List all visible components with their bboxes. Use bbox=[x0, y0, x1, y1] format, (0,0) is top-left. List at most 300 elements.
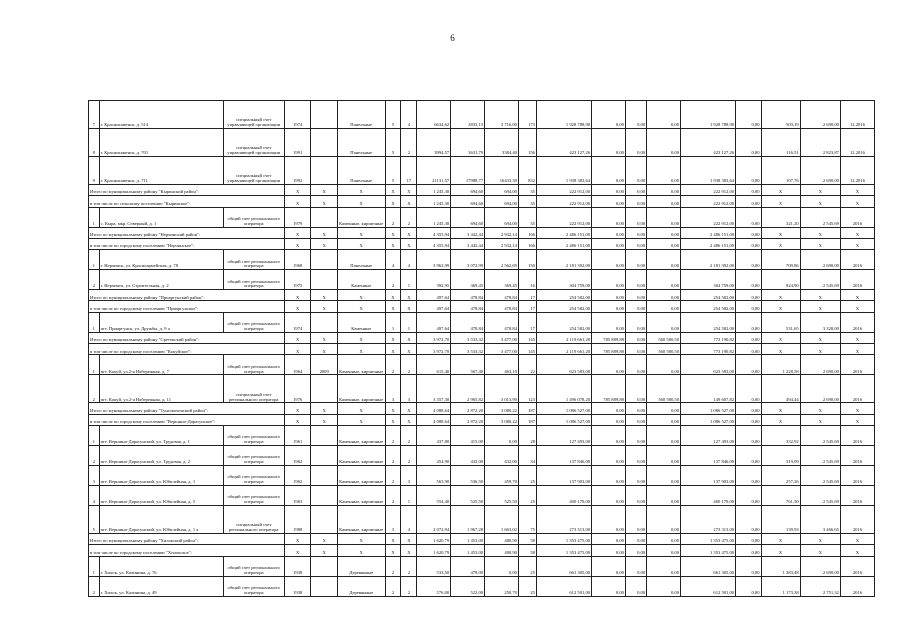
not-applicable-mark: X bbox=[800, 290, 840, 301]
value-res: 35 bbox=[518, 196, 536, 207]
value-a3: 478,84 bbox=[485, 301, 519, 312]
value-a2: 2 965,82 bbox=[451, 375, 485, 403]
table-row-house bbox=[89, 445, 875, 465]
value-a1: 497,64 bbox=[417, 290, 451, 301]
value-total: 222 912,00 bbox=[536, 185, 591, 196]
value-total: 1 086 527,00 bbox=[536, 403, 591, 414]
value-a3: 432,00 bbox=[485, 445, 519, 465]
value-f1: 0,00 bbox=[592, 227, 626, 238]
not-applicable-mark: X bbox=[311, 301, 337, 312]
value-f2: 0,00 bbox=[625, 403, 646, 414]
value-own: 1 086 527,00 bbox=[681, 403, 736, 414]
fund-owner-method: специальный счет регионального оператора bbox=[223, 505, 284, 533]
not-applicable-mark: X bbox=[800, 545, 840, 556]
value-a1: 497,64 bbox=[417, 312, 451, 332]
subtotal-label: Итого по муниципальному району "Кыринский район": bbox=[89, 185, 285, 196]
year-last-repair bbox=[311, 576, 337, 596]
table-row-subtotal bbox=[89, 301, 875, 312]
value-cs: 0,00 bbox=[736, 250, 761, 270]
value-f2: 0,00 bbox=[625, 344, 646, 355]
unit-cost-max: 2 823,87 bbox=[800, 129, 840, 157]
not-applicable-mark: X bbox=[761, 238, 800, 249]
table-row-house bbox=[89, 207, 875, 227]
floors-count: 3 bbox=[385, 505, 401, 533]
value-f1: 0,00 bbox=[592, 533, 626, 544]
value-a2: 3 533,32 bbox=[451, 344, 485, 355]
value-total: 400 170,00 bbox=[536, 485, 591, 505]
unit-cost-max: 2 545,69 bbox=[800, 207, 840, 227]
value-f3: 0,00 bbox=[647, 576, 681, 596]
value-f1: 0,00 bbox=[592, 157, 626, 185]
value-own: 137 903,00 bbox=[681, 465, 736, 485]
page-number: 6 bbox=[450, 33, 455, 43]
year-last-repair bbox=[311, 207, 337, 227]
value-cs: 0,00 bbox=[736, 355, 761, 375]
planned-completion-date: 2016 bbox=[840, 465, 874, 485]
fund-owner-method: специальный счет управляющей организации bbox=[223, 129, 284, 157]
year-last-repair bbox=[311, 375, 337, 403]
value-f1: 0,00 bbox=[592, 290, 626, 301]
value-total: 2 119 661,20 bbox=[536, 332, 591, 343]
value-own: 254 582,00 bbox=[681, 312, 736, 332]
value-f1: 0,00 bbox=[592, 545, 626, 556]
value-cs: 0,00 bbox=[736, 312, 761, 332]
value-a2: 369,45 bbox=[451, 270, 485, 290]
value-a3: 694,00 bbox=[485, 185, 519, 196]
not-applicable-mark: X bbox=[311, 227, 337, 238]
value-cs: 0,00 bbox=[736, 403, 761, 414]
table-row-house bbox=[89, 375, 875, 403]
value-cs: 0,00 bbox=[736, 533, 761, 544]
entrances-count: 4 bbox=[401, 505, 417, 533]
value-a1: 6634,62 bbox=[417, 101, 451, 129]
value-cs: 0,00 bbox=[736, 227, 761, 238]
value-f1: 0,00 bbox=[592, 576, 626, 596]
year-commissioned: 1976 bbox=[284, 375, 310, 403]
year-commissioned: 1938 bbox=[284, 556, 310, 576]
not-applicable-mark: X bbox=[800, 332, 840, 343]
unit-cost-max: 2 690,00 bbox=[800, 375, 840, 403]
value-cs: 0,00 bbox=[736, 505, 761, 533]
value-a2: 1 453,00 bbox=[451, 545, 485, 556]
value-res: 35 bbox=[518, 207, 536, 227]
unit-cost-max: 3 466,65 bbox=[800, 505, 840, 533]
value-a3: 3 013,90 bbox=[485, 375, 519, 403]
value-cs: 0,00 bbox=[736, 576, 761, 596]
wall-material: Каменные, кирпичные bbox=[337, 425, 385, 445]
subtotal-label: Итого по муниципальному району "Нерчинский район": bbox=[89, 227, 285, 238]
wall-material: Каменные bbox=[337, 312, 385, 332]
value-own: 127 493,00 bbox=[681, 425, 736, 445]
value-res: 832 bbox=[518, 157, 536, 185]
value-res: 58 bbox=[518, 545, 536, 556]
not-applicable-mark: X bbox=[284, 545, 310, 556]
not-applicable-mark: X bbox=[385, 332, 401, 343]
planned-completion-date: 12.2016 bbox=[840, 101, 874, 129]
value-cs: 0,00 bbox=[736, 290, 761, 301]
value-a1: 563,90 bbox=[417, 465, 451, 485]
value-res: 17 bbox=[518, 312, 536, 332]
not-applicable-mark: X bbox=[800, 185, 840, 196]
table-row-subtotal bbox=[89, 227, 875, 238]
wall-material: Деревянные bbox=[337, 556, 385, 576]
value-a2: 694,60 bbox=[451, 196, 485, 207]
not-applicable-mark: X bbox=[337, 301, 385, 312]
floors-count: 5 bbox=[385, 101, 401, 129]
value-own: 222 912,00 bbox=[681, 196, 736, 207]
value-a3: 0,00 bbox=[485, 425, 519, 445]
table-body bbox=[89, 101, 875, 597]
value-a3: 480,90 bbox=[485, 545, 519, 556]
value-f2: 0,00 bbox=[625, 250, 646, 270]
value-total: 423 127,26 bbox=[536, 129, 591, 157]
house-address: г. Нерчинск, ул. Красноармейская, д. 78 bbox=[99, 250, 223, 270]
not-applicable-mark: X bbox=[401, 301, 417, 312]
value-f2: 0,00 bbox=[625, 445, 646, 465]
not-applicable-mark: X bbox=[385, 533, 401, 544]
value-a2: 478,84 bbox=[451, 301, 485, 312]
value-total: 254 582,00 bbox=[536, 312, 591, 332]
not-applicable-mark: X bbox=[401, 344, 417, 355]
value-own: 423 127,26 bbox=[681, 129, 736, 157]
unit-cost-max: 2 690,00 bbox=[800, 250, 840, 270]
value-f3: 0,00 bbox=[647, 556, 681, 576]
fund-owner-method: специальный счет регионального оператора bbox=[223, 375, 284, 403]
value-a3: 16433,39 bbox=[485, 157, 519, 185]
not-applicable-mark: X bbox=[385, 344, 401, 355]
fund-owner-method: общий счет регионального оператора bbox=[223, 312, 284, 332]
value-f3: 0,00 bbox=[647, 505, 681, 533]
value-a2: 694,60 bbox=[451, 185, 485, 196]
floors-count: 2 bbox=[385, 576, 401, 596]
not-applicable-mark: X bbox=[800, 414, 840, 425]
value-f2: 0,00 bbox=[625, 290, 646, 301]
value-f2: 0,00 bbox=[625, 270, 646, 290]
value-total: 2 486 151,00 bbox=[536, 227, 591, 238]
row-number: 1 bbox=[89, 355, 100, 375]
value-f1: 0,00 bbox=[592, 355, 626, 375]
unit-cost-max: 2 545,69 bbox=[800, 465, 840, 485]
value-a2: 525,50 bbox=[451, 485, 485, 505]
value-a2: 536,50 bbox=[451, 465, 485, 485]
value-f2: 0,00 bbox=[625, 355, 646, 375]
wall-material: Каменные, кирпичные bbox=[337, 505, 385, 533]
value-f3: 0,00 bbox=[647, 207, 681, 227]
value-res: 150 bbox=[518, 250, 536, 270]
year-last-repair bbox=[311, 157, 337, 185]
unit-cost-actual: 107,76 bbox=[761, 157, 800, 185]
value-cs: 0,00 bbox=[736, 238, 761, 249]
value-a1: 1 245,30 bbox=[417, 207, 451, 227]
value-f2: 0,00 bbox=[625, 485, 646, 505]
unit-cost-actual: 494,44 bbox=[761, 375, 800, 403]
value-f2: 0,00 bbox=[625, 576, 646, 596]
table-row-house bbox=[89, 101, 875, 129]
floors-count: 2 bbox=[385, 556, 401, 576]
row-number: 5 bbox=[89, 505, 100, 533]
value-res: 173 bbox=[518, 101, 536, 129]
floors-count: 2 bbox=[385, 425, 401, 445]
value-f2: 0,00 bbox=[625, 545, 646, 556]
not-applicable-mark: X bbox=[385, 227, 401, 238]
row-number: 8 bbox=[89, 129, 100, 157]
not-applicable-mark: X bbox=[840, 290, 874, 301]
value-cs: 0,00 bbox=[736, 414, 761, 425]
year-commissioned: 1962 bbox=[284, 465, 310, 485]
value-cs: 0,00 bbox=[736, 129, 761, 157]
planned-completion-date: 2016 bbox=[840, 445, 874, 465]
value-cs: 0,00 bbox=[736, 196, 761, 207]
floors-count: 1 bbox=[385, 312, 401, 332]
planned-completion-date: 12.2016 bbox=[840, 157, 874, 185]
value-f2: 0,00 bbox=[625, 505, 646, 533]
year-commissioned: 1988 bbox=[284, 505, 310, 533]
not-applicable-mark: X bbox=[761, 290, 800, 301]
value-own: 2 486 151,00 bbox=[681, 227, 736, 238]
value-a2: 3 442,44 bbox=[451, 227, 485, 238]
value-res: 166 bbox=[518, 227, 536, 238]
value-own: 612 501,00 bbox=[681, 576, 736, 596]
year-last-repair bbox=[311, 129, 337, 157]
floors-count: 2 bbox=[385, 465, 401, 485]
year-commissioned: 1938 bbox=[284, 576, 310, 596]
unit-cost-actual: 257,26 bbox=[761, 465, 800, 485]
not-applicable-mark: X bbox=[284, 238, 310, 249]
value-f2: 0,00 bbox=[625, 465, 646, 485]
value-own: 623 583,00 bbox=[681, 355, 736, 375]
value-a2: 522,00 bbox=[451, 576, 485, 596]
not-applicable-mark: X bbox=[385, 414, 401, 425]
value-own: 661 305,00 bbox=[681, 556, 736, 576]
not-applicable-mark: X bbox=[311, 238, 337, 249]
value-a1: 1 620,79 bbox=[417, 545, 451, 556]
table-row-subtotal bbox=[89, 403, 875, 414]
table-row-house bbox=[89, 425, 875, 445]
value-a1: 533,50 bbox=[417, 556, 451, 576]
value-res: 17 bbox=[518, 301, 536, 312]
year-commissioned: 1968 bbox=[284, 250, 310, 270]
table-row-subtotal bbox=[89, 414, 875, 425]
capital-repair-register-table bbox=[88, 100, 875, 597]
floors-count: 5 bbox=[385, 157, 401, 185]
value-a1: 3994,57 bbox=[417, 129, 451, 157]
value-f2: 0,00 bbox=[625, 332, 646, 343]
row-number: 2 bbox=[89, 445, 100, 465]
value-f1: 0,00 bbox=[592, 207, 626, 227]
value-f1: 0,00 bbox=[592, 425, 626, 445]
value-cs: 0,00 bbox=[736, 301, 761, 312]
fund-owner-method: общий счет регионального оператора bbox=[223, 270, 284, 290]
value-a2: 694,60 bbox=[451, 207, 485, 227]
value-f1: 0,00 bbox=[592, 250, 626, 270]
year-last-repair bbox=[311, 425, 337, 445]
value-own: 1 086 527,00 bbox=[681, 414, 736, 425]
value-own: 149 607,82 bbox=[681, 375, 736, 403]
table-row-subtotal bbox=[89, 196, 875, 207]
planned-completion-date: 2016 bbox=[840, 485, 874, 505]
unit-cost-max: 2 690,00 bbox=[800, 556, 840, 576]
value-a1: 3 357,30 bbox=[417, 375, 451, 403]
value-res: 156 bbox=[518, 129, 536, 157]
value-total: 304 759,00 bbox=[536, 270, 591, 290]
value-a1: 576,00 bbox=[417, 576, 451, 596]
not-applicable-mark: X bbox=[337, 238, 385, 249]
value-a2: 3 072,99 bbox=[451, 250, 485, 270]
not-applicable-mark: X bbox=[337, 414, 385, 425]
unit-cost-actual: 321,20 bbox=[761, 207, 800, 227]
value-cs: 0,00 bbox=[736, 270, 761, 290]
value-f1: 0,00 bbox=[592, 301, 626, 312]
value-a2: 567,40 bbox=[451, 355, 485, 375]
not-applicable-mark: X bbox=[401, 414, 417, 425]
value-a1: 4 355,94 bbox=[417, 238, 451, 249]
value-own: 304 759,00 bbox=[681, 270, 736, 290]
subtotal-label: в том числе по сельскому поселению "Кыринское": bbox=[89, 196, 285, 207]
value-f3: 0,00 bbox=[647, 414, 681, 425]
table-row-house bbox=[89, 465, 875, 485]
value-res: 25 bbox=[518, 485, 536, 505]
fund-owner-method: общий счет регионального оператора bbox=[223, 425, 284, 445]
value-a2: 478,00 bbox=[451, 556, 485, 576]
wall-material: Каменные, кирпичные bbox=[337, 375, 385, 403]
not-applicable-mark: X bbox=[840, 344, 874, 355]
value-total: 2 181 392,00 bbox=[536, 250, 591, 270]
value-cs: 0,00 bbox=[736, 545, 761, 556]
row-number: 2 bbox=[89, 375, 100, 403]
value-cs: 0,00 bbox=[736, 556, 761, 576]
value-total: 254 582,00 bbox=[536, 290, 591, 301]
wall-material: Панельные bbox=[337, 157, 385, 185]
value-total: 1 928 788,90 bbox=[536, 101, 591, 129]
value-res: 35 bbox=[518, 185, 536, 196]
value-f1: 785 889,88 bbox=[592, 375, 626, 403]
value-f3: 560 580,50 bbox=[647, 332, 681, 343]
value-f3: 0,00 bbox=[647, 290, 681, 301]
not-applicable-mark: X bbox=[761, 332, 800, 343]
wall-material: Панельные bbox=[337, 250, 385, 270]
unit-cost-max: 2 690,00 bbox=[800, 157, 840, 185]
not-applicable-mark: X bbox=[311, 533, 337, 544]
value-total: 273 313,00 bbox=[536, 505, 591, 533]
not-applicable-mark: X bbox=[840, 238, 874, 249]
house-address: пгт. Вершино-Дарасунский, ул. Юбилейная, д. 5 bbox=[99, 485, 223, 505]
value-a1: 1 245,30 bbox=[417, 185, 451, 196]
not-applicable-mark: X bbox=[311, 545, 337, 556]
fund-owner-method: общий счет регионального оператора bbox=[223, 485, 284, 505]
value-a2: 1 453,00 bbox=[451, 533, 485, 544]
unit-cost-actual: 531,65 bbox=[761, 312, 800, 332]
year-commissioned: 1979 bbox=[284, 207, 310, 227]
row-number: 1 bbox=[89, 425, 100, 445]
entrances-count: 3 bbox=[401, 465, 417, 485]
value-res: 25 bbox=[518, 465, 536, 485]
value-res: 75 bbox=[518, 505, 536, 533]
value-total: 127 493,00 bbox=[536, 425, 591, 445]
unit-cost-actual: 332,92 bbox=[761, 425, 800, 445]
value-cs: 0,00 bbox=[736, 445, 761, 465]
value-f3: 0,00 bbox=[647, 196, 681, 207]
subtotal-label: в том числе по городскому поселению "Вершино-Дарасунское": bbox=[89, 414, 285, 425]
table-row-house bbox=[89, 505, 875, 533]
not-applicable-mark: X bbox=[385, 301, 401, 312]
not-applicable-mark: X bbox=[401, 403, 417, 414]
year-last-repair bbox=[311, 505, 337, 533]
value-own: 2 486 151,00 bbox=[681, 238, 736, 249]
value-a3: 525,50 bbox=[485, 485, 519, 505]
subtotal-label: в том числе по городскому поселению "Хилокское": bbox=[89, 545, 285, 556]
subtotal-label: в том числе по городскому поселению "Кокуйское": bbox=[89, 344, 285, 355]
table-row-subtotal bbox=[89, 290, 875, 301]
value-a3: 478,84 bbox=[485, 290, 519, 301]
value-res: 22 bbox=[518, 355, 536, 375]
value-total: 612 501,00 bbox=[536, 576, 591, 596]
table-row-subtotal bbox=[89, 332, 875, 343]
row-number: 7 bbox=[89, 101, 100, 129]
year-commissioned: 1992 bbox=[284, 157, 310, 185]
planned-completion-date: 12.2016 bbox=[840, 129, 874, 157]
value-total: 661 305,00 bbox=[536, 556, 591, 576]
planned-completion-date: 2016 bbox=[840, 312, 874, 332]
value-a3: 2 932,14 bbox=[485, 227, 519, 238]
value-res: 187 bbox=[518, 403, 536, 414]
floors-count: 2 bbox=[385, 207, 401, 227]
wall-material: Каменные, кирпичные bbox=[337, 355, 385, 375]
not-applicable-mark: X bbox=[284, 332, 310, 343]
not-applicable-mark: X bbox=[284, 344, 310, 355]
value-a1: 1 620,79 bbox=[417, 533, 451, 544]
value-total: 222 912,00 bbox=[536, 196, 591, 207]
value-a3: 694,00 bbox=[485, 207, 519, 227]
year-last-repair bbox=[311, 556, 337, 576]
value-f1: 0,00 bbox=[592, 556, 626, 576]
not-applicable-mark: X bbox=[337, 344, 385, 355]
entrances-count: 2 bbox=[401, 355, 417, 375]
not-applicable-mark: X bbox=[761, 414, 800, 425]
value-a1: 4 355,94 bbox=[417, 227, 451, 238]
value-a2: 2 872,20 bbox=[451, 403, 485, 414]
entrances-count: 2 bbox=[401, 556, 417, 576]
value-f1: 0,00 bbox=[592, 185, 626, 196]
not-applicable-mark: X bbox=[311, 403, 337, 414]
year-commissioned: 1974 bbox=[284, 312, 310, 332]
row-number: 1 bbox=[89, 556, 100, 576]
not-applicable-mark: X bbox=[761, 403, 800, 414]
house-address: пгт. Вершино-Дарасунский, ул. Трудовая, д. 2 bbox=[99, 445, 223, 465]
not-applicable-mark: X bbox=[401, 332, 417, 343]
table-row-subtotal bbox=[89, 344, 875, 355]
house-address: с. Кыра, мкр. Северный, д. 1 bbox=[99, 207, 223, 227]
value-a3: 3 477,00 bbox=[485, 332, 519, 343]
planned-completion-date: 2016 bbox=[840, 207, 874, 227]
value-a1: 437,80 bbox=[417, 425, 451, 445]
value-cs: 0,00 bbox=[736, 185, 761, 196]
subtotal-label: в том числе по городскому поселению "Нерчинское": bbox=[89, 238, 285, 249]
value-cs: 0,00 bbox=[736, 101, 761, 129]
value-a1: 554,40 bbox=[417, 485, 451, 505]
entrances-count: 17 bbox=[401, 157, 417, 185]
wall-material: Каменные, кирпичные bbox=[337, 465, 385, 485]
unit-cost-actual: 824,90 bbox=[761, 270, 800, 290]
value-own: 137 846,00 bbox=[681, 445, 736, 465]
value-a3: 369,45 bbox=[485, 270, 519, 290]
value-f3: 0,00 bbox=[647, 250, 681, 270]
value-a3: 459,70 bbox=[485, 465, 519, 485]
row-number: 9 bbox=[89, 157, 100, 185]
wall-material: Панельные bbox=[337, 129, 385, 157]
value-res: 25 bbox=[518, 556, 536, 576]
value-own: 1 928 788,90 bbox=[681, 101, 736, 129]
value-total: 137 846,00 bbox=[536, 445, 591, 465]
